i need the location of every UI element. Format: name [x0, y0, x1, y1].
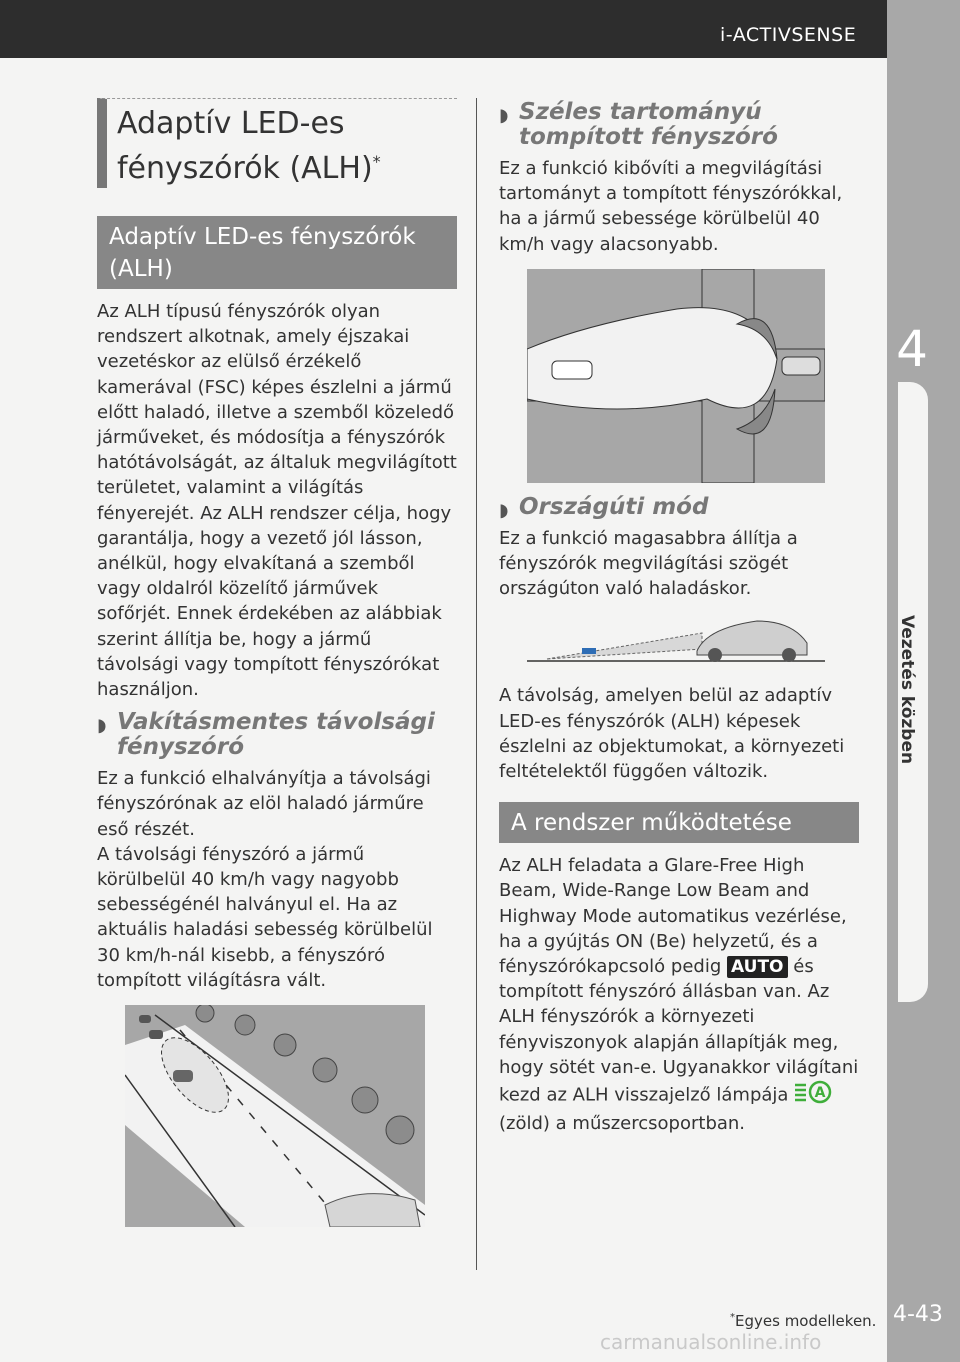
wide-range-paragraph: Ez a funkció kibővíti a megvilágítási tartományt a tompított fényszórókkal, ha a jármű sebessége körülbelül 40 km/h vagy alacsonyabb. [499, 158, 843, 255]
intersection-illustration [527, 269, 825, 483]
header-label: i-ACTIVSENSE [720, 24, 857, 46]
section-heading-alh: Adaptív LED-es fényszórók (ALH) [97, 216, 457, 289]
operation-paragraph [499, 853, 859, 1136]
highway-heading [499, 495, 859, 520]
glare-free-heading-text: Vakításmentes távolsági fényszóró [117, 709, 435, 761]
footnote [730, 1312, 876, 1330]
left-column [97, 98, 457, 1239]
operation-text-a: Az ALH feladata a Glare-Free High Beam, Wide-Range Low Beam and Highway Mode automatikus vezérlése, ha a gyújtás ON (Be) helyzetű, és a fényszórókapcsoló pedig [499, 855, 847, 978]
page-number: 4-43 [893, 1302, 943, 1327]
glare-free-paragraph-1: Ez a funkció elhalványítja a távolsági fényszórónak az elöl haladó járműre eső részét. [97, 768, 431, 840]
chapter-number: 4 [896, 320, 928, 378]
glare-free-illustration [125, 1005, 425, 1227]
alh-indicator-label: A [814, 1085, 826, 1102]
header-bar [0, 0, 960, 58]
glare-free-paragraph-2: A távolsági fényszóró a jármű körülbelül 40 km/h vagy nagyobb sebességénél halványul el. Ha az aktuális haladási sebesség körülbelül 30 km/h-nál kisebb, a fényszóró tompított világításra vált. [97, 843, 433, 991]
bullet-marker-icon: ◗ [97, 715, 107, 737]
highway-car-illustration [527, 613, 827, 671]
page-title-block [97, 98, 457, 188]
page-title-mark: * [372, 152, 381, 171]
highway-paragraph-2: A távolság, amelyen belül az adaptív LED-es fényszórók (ALH) képesek észlelni az objektumokat, a környezeti feltételektől függően változik. [499, 685, 845, 783]
column-divider [476, 98, 477, 1270]
auto-switch-icon: AUTO [727, 956, 788, 978]
operation-text-c: (zöld) a műszercsoportban. [499, 1113, 746, 1135]
wide-range-illustration [527, 269, 825, 483]
page-title-text: Adaptív LED-es fényszórók (ALH) [117, 106, 373, 186]
glare-free-heading [97, 710, 457, 760]
alh-intro-paragraph: Az ALH típusú fényszórók olyan rendszert alkotnak, amely éjszakai vezetéskor az elülső érzékelő kamerával (FSC) képes észlelni a jármű előtt haladó, illetve a szemből közeledő járműveket, és módosítja a fényszórók hatótávolságát, az általuk megvilágított területet, valamint a világítás fényerejét. Az ALH rendszer célja, hogy garantálja, hogy a vezető jól lásson, anélkül, hogy elvakítaná a szemből vagy oldalról közelítő járművek sofőrjét. Ennek érdekében az alábbiak szerint állítja be, hogy a jármű távolsági vagy tompított fényszórókat használjon. [97, 301, 457, 701]
section-heading-operation: A rendszer működtetése [499, 802, 859, 843]
chapter-title: Vezetés közben [897, 615, 917, 765]
watermark: carmanualsonline.info [600, 1330, 822, 1354]
alh-indicator-icon [794, 1080, 834, 1111]
alh-indicator-svg [794, 1080, 834, 1104]
footnote-mark: * [730, 1312, 735, 1323]
bullet-marker-icon: ◗ [499, 499, 509, 521]
header-corner [887, 0, 960, 58]
operation-text-b: és tompított fényszóró állásban van. Az ALH fényszórók a környezeti fényviszonyok alapján állapítják meg, hogy sötét van-e. Ugyanakkor világítani kezd az ALH visszajelző lámpája [499, 956, 859, 1106]
page-title [117, 105, 457, 188]
footnote-text: Egyes modelleken. [735, 1312, 877, 1330]
highway-paragraph-1: Ez a funkció magasabbra állítja a fényszórók megvilágítási szögét országúton való haladáskor. [499, 527, 798, 600]
highway-illustration [527, 613, 827, 671]
bullet-marker-icon: ◗ [499, 105, 509, 126]
right-column [499, 98, 859, 1136]
road-night-illustration [125, 1005, 425, 1227]
wide-range-heading-text: Széles tartományú tompított fényszóró [519, 99, 778, 150]
wide-range-heading [499, 100, 859, 150]
highway-heading-text: Országúti mód [519, 493, 709, 520]
